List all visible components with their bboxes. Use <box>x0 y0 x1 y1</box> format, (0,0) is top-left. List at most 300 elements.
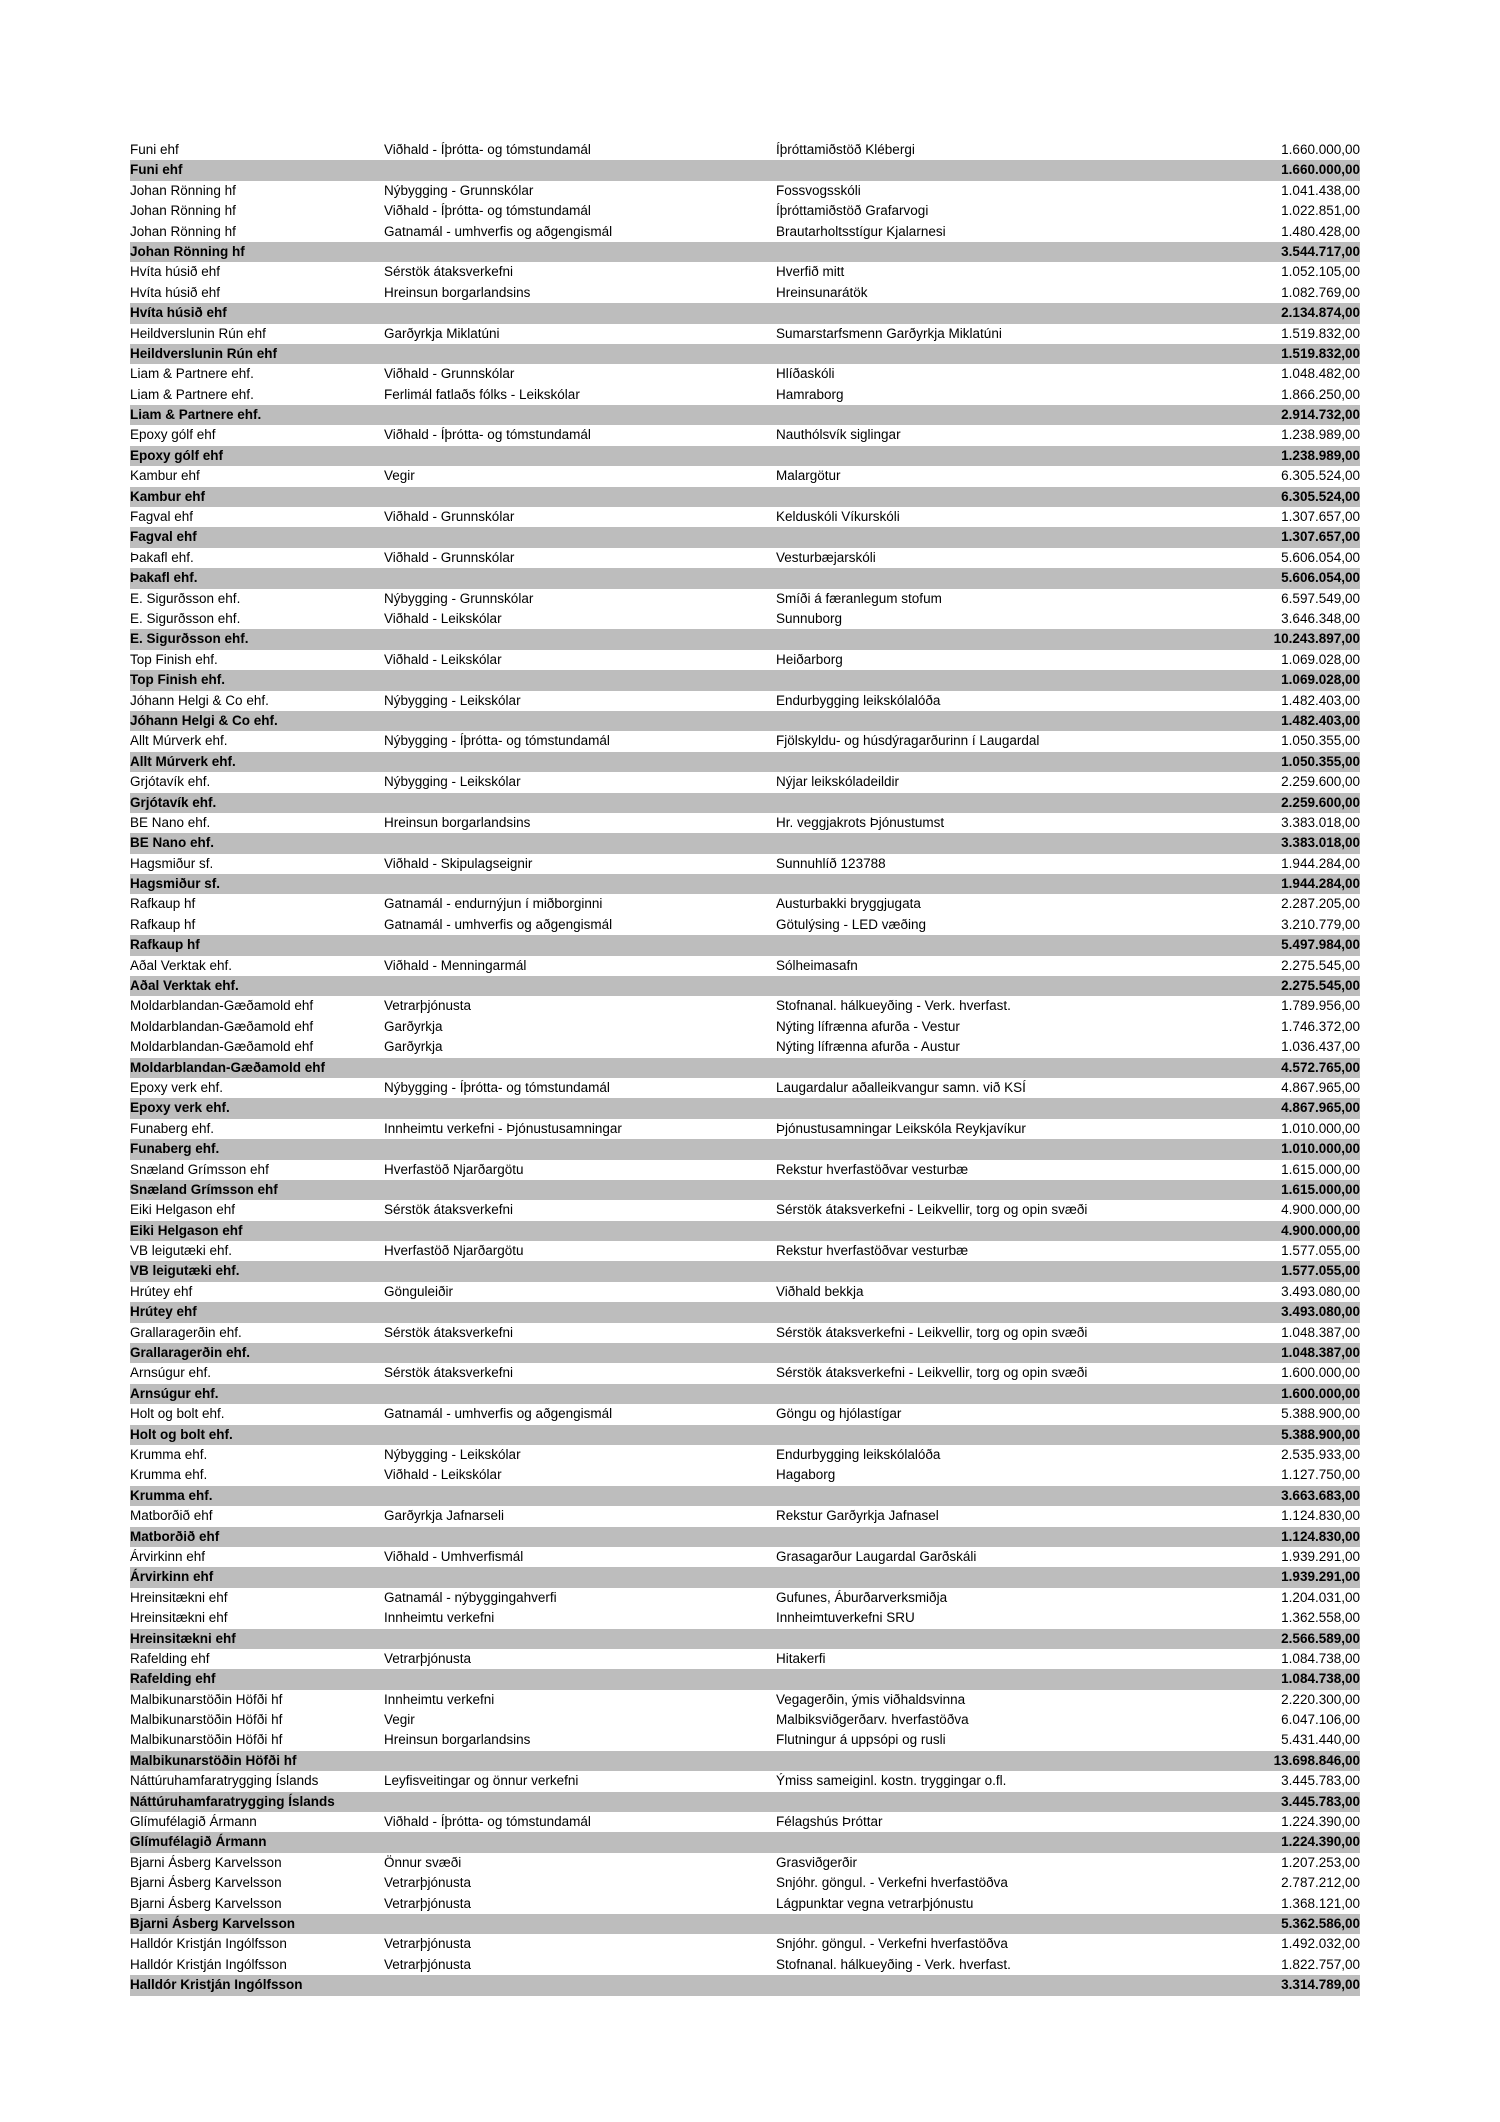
company-cell: Matborðið ehf <box>130 1528 220 1544</box>
company-cell: Hvíta húsið ehf <box>130 305 227 321</box>
company-cell: Eiki Helgason ehf <box>130 1202 236 1218</box>
amount-cell: 1.577.055,00 <box>1281 1243 1360 1259</box>
category-cell: Nýbygging - Íþrótta- og tómstundamál <box>384 733 610 749</box>
project-cell <box>776 1180 1246 1200</box>
table-row <box>130 1200 1360 1220</box>
company-cell: Heildverslunin Rún ehf <box>130 325 266 341</box>
category-cell: Nýbygging - Leikskólar <box>384 1447 521 1462</box>
company-cell: Rafkaup hf <box>130 896 196 912</box>
company-cell: Hvíta húsið ehf <box>130 284 221 300</box>
subtotal-row <box>130 1975 1360 1995</box>
category-cell: Vetrarþjónusta <box>384 1936 472 1952</box>
category-cell <box>384 1261 776 1281</box>
table-row <box>130 324 1360 344</box>
table-row <box>130 507 1360 527</box>
category-cell: Ferlimál fatlaðs fólks - Leikskólar <box>384 386 580 402</box>
category-cell: Sérstök átaksverkefni <box>384 1365 514 1381</box>
project-cell: Rekstur hverfastöðvar vesturbæ <box>776 1243 969 1259</box>
amount-cell: 1.600.000,00 <box>1281 1385 1360 1401</box>
subtotal-row <box>130 1914 1360 1934</box>
project-cell: Vesturbæjarskóli <box>776 549 876 565</box>
category-cell <box>384 1832 776 1852</box>
category-cell: Viðhald - Leikskólar <box>384 1467 502 1483</box>
amount-cell: 1.577.055,00 <box>1281 1263 1360 1279</box>
project-cell <box>776 976 1246 996</box>
project-cell <box>776 1058 1246 1078</box>
category-cell: Gatnamál - endurnýjun í miðborginni <box>384 896 603 912</box>
category-cell: Nýbygging - Grunnskólar <box>384 590 534 606</box>
amount-cell: 1.362.558,00 <box>1281 1610 1360 1626</box>
company-cell: Arnsúgur ehf. <box>130 1365 212 1381</box>
subtotal-row <box>130 1751 1360 1771</box>
project-cell: Snjóhr. göngul. - Verkefni hverfastöðva <box>776 1875 1008 1891</box>
subtotal-row <box>130 1425 1360 1445</box>
subtotal-row <box>130 405 1360 425</box>
category-cell: Hverfastöð Njarðargötu <box>384 1243 524 1259</box>
subtotal-row <box>130 752 1360 772</box>
category-cell <box>384 1669 776 1689</box>
subtotal-row <box>130 1486 1360 1506</box>
company-cell: Malbikunarstöðin Höfði hf <box>130 1732 283 1748</box>
amount-cell: 3.445.783,00 <box>1281 1793 1360 1809</box>
project-cell <box>776 1139 1246 1159</box>
category-cell: Sérstök átaksverkefni <box>384 1324 514 1340</box>
subtotal-row <box>130 1302 1360 1322</box>
table-row <box>130 1465 1360 1485</box>
amount-cell: 5.362.586,00 <box>1281 1915 1360 1931</box>
amount-cell: 3.383.018,00 <box>1281 835 1360 851</box>
company-cell: BE Nano ehf. <box>130 814 211 830</box>
amount-cell: 2.275.545,00 <box>1281 957 1360 973</box>
amount-cell: 1.482.403,00 <box>1281 712 1360 728</box>
project-cell <box>776 446 1246 466</box>
amount-cell: 3.210.779,00 <box>1281 916 1360 932</box>
company-cell: Snæland Grímsson ehf <box>130 1181 278 1197</box>
project-cell <box>776 344 1246 364</box>
company-cell: Epoxy verk ehf. <box>130 1100 230 1116</box>
amount-cell: 1.224.390,00 <box>1281 1814 1360 1830</box>
category-cell: Vetrarþjónusta <box>384 1956 472 1972</box>
table-row <box>130 466 1360 486</box>
project-cell: Hitakerfi <box>776 1650 826 1666</box>
amount-cell: 1.482.403,00 <box>1281 692 1360 708</box>
category-cell: Vegir <box>384 468 415 484</box>
category-cell <box>384 670 776 690</box>
category-cell <box>384 160 776 180</box>
subtotal-row <box>130 303 1360 323</box>
company-cell: Jóhann Helgi & Co ehf. <box>130 692 269 708</box>
amount-cell: 1.069.028,00 <box>1281 672 1360 688</box>
company-cell: Snæland Grímsson ehf <box>130 1161 269 1177</box>
company-cell: Rafelding ehf <box>130 1671 216 1687</box>
company-cell: E. Sigurðsson ehf. <box>130 590 241 606</box>
subtotal-row <box>130 1832 1360 1852</box>
company-cell: Allt Múrverk ehf. <box>130 753 236 769</box>
table-row <box>130 1282 1360 1302</box>
category-cell <box>384 1751 776 1771</box>
amount-cell: 4.572.765,00 <box>1281 1059 1360 1075</box>
project-cell: Sumarstarfsmenn Garðyrkja Miklatúni <box>776 325 1002 341</box>
subtotal-row <box>130 1343 1360 1363</box>
company-cell: Krumma ehf. <box>130 1467 208 1483</box>
company-cell: Allt Múrverk ehf. <box>130 733 228 749</box>
table-row <box>130 1119 1360 1139</box>
table-row <box>130 181 1360 201</box>
category-cell: Viðhald - Íþrótta- og tómstundamál <box>384 1814 591 1830</box>
project-cell: Götulýsing - LED væðing <box>776 916 927 932</box>
company-cell: Epoxy gólf ehf <box>130 447 224 463</box>
amount-cell: 1.944.284,00 <box>1281 876 1360 892</box>
company-cell: Þakafl ehf. <box>130 570 198 586</box>
category-cell <box>384 303 776 323</box>
company-cell: Glímufélagið Ármann <box>130 1814 257 1830</box>
category-cell <box>384 1384 776 1404</box>
subtotal-row <box>130 344 1360 364</box>
category-cell: Viðhald - Íþrótta- og tómstundamál <box>384 427 591 443</box>
category-cell: Vegir <box>384 1712 415 1728</box>
company-cell: Hagsmiður sf. <box>130 855 214 871</box>
amount-cell: 1.050.355,00 <box>1281 753 1360 769</box>
table-row <box>130 1078 1360 1098</box>
category-cell <box>384 1302 776 1322</box>
company-cell: Halldór Kristján Ingólfsson <box>130 1956 287 1972</box>
category-cell <box>384 1139 776 1159</box>
amount-cell: 5.431.440,00 <box>1281 1732 1360 1748</box>
company-cell: Top Finish ehf. <box>130 672 225 688</box>
subtotal-row <box>130 833 1360 853</box>
company-cell: Holt og bolt ehf. <box>130 1406 225 1422</box>
company-cell: Arnsúgur ehf. <box>130 1385 219 1401</box>
category-cell: Garðyrkja <box>384 1039 443 1055</box>
company-cell: E. Sigurðsson ehf. <box>130 610 241 626</box>
company-cell: Malbikunarstöðin Höfði hf <box>130 1691 283 1707</box>
category-cell: Innheimtu verkefni - Þjónustusamningar <box>384 1120 622 1136</box>
table-row <box>130 1160 1360 1180</box>
category-cell: Hreinsun borgarlandsins <box>384 284 531 300</box>
project-cell: Hr. veggjakrots Þjónustumst <box>776 814 945 830</box>
amount-cell: 5.606.054,00 <box>1281 570 1360 586</box>
project-cell <box>776 1914 1246 1934</box>
project-cell: Kelduskóli Víkurskóli <box>776 509 900 525</box>
amount-cell: 2.787.212,00 <box>1281 1875 1360 1891</box>
amount-cell: 1.048.387,00 <box>1281 1345 1360 1361</box>
project-cell <box>776 1629 1246 1649</box>
category-cell: Leyfisveitingar og önnur verkefni <box>384 1773 579 1789</box>
amount-cell: 1.084.738,00 <box>1281 1671 1360 1687</box>
company-cell: BE Nano ehf. <box>130 835 215 851</box>
amount-cell: 1.124.830,00 <box>1281 1528 1360 1544</box>
company-cell: Moldarblandan-Gæðamold ehf <box>130 1059 326 1075</box>
category-cell <box>384 1425 776 1445</box>
category-cell: Sérstök átaksverkefni <box>384 264 514 280</box>
project-cell <box>776 1098 1246 1118</box>
project-cell <box>776 1384 1246 1404</box>
company-cell: Hreinsitækni ehf <box>130 1630 236 1646</box>
amount-cell: 1.050.355,00 <box>1281 733 1360 749</box>
category-cell: Viðhald - Umhverfismál <box>384 1548 524 1564</box>
category-cell: Innheimtu verkefni <box>384 1610 495 1626</box>
table-row <box>130 1955 1360 1975</box>
subtotal-row <box>130 1221 1360 1241</box>
project-cell: Nauthólsvík siglingar <box>776 427 901 443</box>
amount-cell: 4.867.965,00 <box>1281 1079 1360 1095</box>
table-row <box>130 813 1360 833</box>
amount-cell: 1.010.000,00 <box>1281 1120 1360 1136</box>
table-row <box>130 731 1360 751</box>
amount-cell: 2.287.205,00 <box>1281 896 1360 912</box>
amount-cell: 1.866.250,00 <box>1281 386 1360 402</box>
project-cell: Grasviðgerðir <box>776 1854 858 1870</box>
company-cell: Bjarni Ásberg Karvelsson <box>130 1895 282 1911</box>
subtotal-row <box>130 568 1360 588</box>
subtotal-row <box>130 1261 1360 1281</box>
category-cell: Nýbygging - Leikskólar <box>384 774 521 790</box>
amount-cell: 1.939.291,00 <box>1281 1569 1360 1585</box>
project-cell <box>776 487 1246 507</box>
category-cell <box>384 344 776 364</box>
company-cell: Hrútey ehf <box>130 1283 193 1299</box>
subtotal-row <box>130 1384 1360 1404</box>
project-cell: Smíði á færanlegum stofum <box>776 590 942 606</box>
amount-cell: 1.519.832,00 <box>1281 325 1360 341</box>
amount-cell: 1.052.105,00 <box>1281 264 1360 280</box>
table-row <box>130 650 1360 670</box>
company-cell: Epoxy verk ehf. <box>130 1079 224 1095</box>
company-cell: Árvirkinn ehf <box>130 1569 214 1585</box>
category-cell: Gönguleiðir <box>384 1283 454 1299</box>
amount-cell: 1.307.657,00 <box>1281 529 1360 545</box>
category-cell <box>384 242 776 262</box>
company-cell: Árvirkinn ehf <box>130 1548 206 1564</box>
category-cell <box>384 405 776 425</box>
subtotal-row <box>130 1058 1360 1078</box>
project-cell: Hreinsunarátök <box>776 284 868 300</box>
subtotal-row <box>130 629 1360 649</box>
project-cell: Íþróttamiðstöð Grafarvogi <box>776 203 929 219</box>
amount-cell: 2.220.300,00 <box>1281 1691 1360 1707</box>
project-cell <box>776 1975 1246 1995</box>
amount-cell: 2.914.732,00 <box>1281 407 1360 423</box>
category-cell: Viðhald - Leikskólar <box>384 610 502 626</box>
category-cell <box>384 1527 776 1547</box>
project-cell: Endurbygging leikskólalóða <box>776 692 941 708</box>
project-cell: Viðhald bekkja <box>776 1283 864 1299</box>
project-cell: Hlíðaskóli <box>776 366 835 382</box>
table-row <box>130 1241 1360 1261</box>
project-cell: Ýmiss sameiginl. kostn. tryggingar o.fl. <box>776 1773 1007 1789</box>
amount-cell: 2.259.600,00 <box>1281 794 1360 810</box>
amount-cell: 1.492.032,00 <box>1281 1936 1360 1952</box>
amount-cell: 1.022.851,00 <box>1281 203 1360 219</box>
category-cell: Viðhald - Grunnskólar <box>384 549 515 565</box>
project-cell <box>776 1343 1246 1363</box>
project-cell: Brautarholtsstígur Kjalarnesi <box>776 223 946 239</box>
amount-cell: 1.207.253,00 <box>1281 1854 1360 1870</box>
amount-cell: 1.127.750,00 <box>1281 1467 1360 1483</box>
project-cell: Nýting lífrænna afurða - Vestur <box>776 1018 960 1034</box>
subtotal-row <box>130 793 1360 813</box>
company-cell: Moldarblandan-Gæðamold ehf <box>130 1018 314 1034</box>
company-cell: Aðal Verktak ehf. <box>130 957 233 973</box>
table-row <box>130 1730 1360 1750</box>
project-cell <box>776 1669 1246 1689</box>
category-cell: Viðhald - Leikskólar <box>384 651 502 667</box>
company-cell: Náttúruhamfaratrygging Íslands <box>130 1793 335 1809</box>
category-cell <box>384 935 776 955</box>
subtotal-row <box>130 446 1360 466</box>
table-row <box>130 894 1360 914</box>
company-cell: Funi ehf <box>130 142 179 157</box>
company-cell: Hreinsitækni ehf <box>130 1610 228 1626</box>
amount-cell: 1.939.291,00 <box>1281 1548 1360 1564</box>
category-cell: Garðyrkja <box>384 1018 443 1034</box>
project-cell: Gufunes, Áburðarverksmiðja <box>776 1589 948 1605</box>
company-cell: Bjarni Ásberg Karvelsson <box>130 1915 296 1931</box>
amount-cell: 1.041.438,00 <box>1281 182 1360 198</box>
category-cell: Sérstök átaksverkefni <box>384 1202 514 1218</box>
table-row <box>130 1934 1360 1954</box>
company-cell: Fagval ehf <box>130 529 197 545</box>
project-cell <box>776 1527 1246 1547</box>
amount-cell: 5.388.900,00 <box>1281 1406 1360 1422</box>
table-row <box>130 1363 1360 1383</box>
company-cell: Bjarni Ásberg Karvelsson <box>130 1875 282 1891</box>
project-cell: Austurbakki bryggjugata <box>776 896 921 912</box>
category-cell <box>384 1180 776 1200</box>
table-row <box>130 915 1360 935</box>
company-cell: Glímufélagið Ármann <box>130 1834 267 1850</box>
table-row <box>130 956 1360 976</box>
subtotal-row <box>130 711 1360 731</box>
table-row <box>130 283 1360 303</box>
table-row <box>130 609 1360 629</box>
table-row <box>130 691 1360 711</box>
company-cell: Johan Rönning hf <box>130 243 245 259</box>
subtotal-row <box>130 1792 1360 1812</box>
project-cell <box>776 1751 1246 1771</box>
subtotal-row <box>130 670 1360 690</box>
category-cell <box>384 527 776 547</box>
company-cell: Hvíta húsið ehf <box>130 264 221 280</box>
table-row <box>130 1690 1360 1710</box>
category-cell: Hverfastöð Njarðargötu <box>384 1161 524 1177</box>
company-cell: Epoxy gólf ehf <box>130 427 216 443</box>
company-cell: Krumma ehf. <box>130 1447 208 1462</box>
category-cell: Vetrarþjónusta <box>384 998 472 1014</box>
amount-cell: 6.305.524,00 <box>1281 468 1360 484</box>
project-cell: Fjölskyldu- og húsdýragarðurinn í Laugardal <box>776 733 1040 749</box>
company-cell: Bjarni Ásberg Karvelsson <box>130 1854 282 1870</box>
amount-cell: 13.698.846,00 <box>1273 1752 1360 1768</box>
company-cell: Liam & Partnere ehf. <box>130 386 254 402</box>
category-cell: Nýbygging - Íþrótta- og tómstundamál <box>384 1079 610 1095</box>
project-cell <box>776 1567 1246 1587</box>
project-cell: Rekstur Garðyrkja Jafnasel <box>776 1508 939 1524</box>
subtotal-row <box>130 1527 1360 1547</box>
project-cell <box>776 1302 1246 1322</box>
amount-cell: 3.383.018,00 <box>1281 814 1360 830</box>
project-cell <box>776 935 1246 955</box>
category-cell: Vetrarþjónusta <box>384 1875 472 1891</box>
project-cell: Nýting lífrænna afurða - Austur <box>776 1039 960 1055</box>
project-cell: Fossvogsskóli <box>776 182 861 198</box>
project-cell: Rekstur hverfastöðvar vesturbæ <box>776 1161 969 1177</box>
amount-cell: 1.519.832,00 <box>1281 345 1360 361</box>
company-cell: Eiki Helgason ehf <box>130 1222 243 1238</box>
category-cell: Hreinsun borgarlandsins <box>384 1732 531 1748</box>
category-cell: Nýbygging - Leikskólar <box>384 692 521 708</box>
company-cell: Malbikunarstöðin Höfði hf <box>130 1712 283 1728</box>
amount-cell: 1.036.437,00 <box>1281 1039 1360 1055</box>
table-row <box>130 1445 1360 1465</box>
category-cell <box>384 1058 776 1078</box>
amount-cell: 3.663.683,00 <box>1281 1487 1360 1503</box>
company-cell: Johan Rönning hf <box>130 203 236 219</box>
amount-cell: 2.275.545,00 <box>1281 978 1360 994</box>
amount-cell: 2.535.933,00 <box>1281 1447 1360 1462</box>
amount-cell: 1.660.000,00 <box>1281 162 1360 178</box>
amount-cell: 5.606.054,00 <box>1281 549 1360 565</box>
amount-cell: 1.224.390,00 <box>1281 1834 1360 1850</box>
project-cell: Stofnanal. hálkueyðing - Verk. hverfast. <box>776 998 1011 1014</box>
category-cell: Garðyrkja Jafnarseli <box>384 1508 505 1524</box>
project-cell: Snjóhr. göngul. - Verkefni hverfastöðva <box>776 1936 1008 1952</box>
subtotal-row <box>130 527 1360 547</box>
subtotal-row <box>130 1629 1360 1649</box>
company-cell: Moldarblandan-Gæðamold ehf <box>130 998 314 1014</box>
project-cell: Sólheimasafn <box>776 957 858 973</box>
project-cell <box>776 527 1246 547</box>
company-cell: Rafkaup hf <box>130 916 196 932</box>
table-row <box>130 1404 1360 1424</box>
table-row <box>130 1771 1360 1791</box>
company-cell: Hreinsitækni ehf <box>130 1589 228 1605</box>
subtotal-row <box>130 1567 1360 1587</box>
amount-cell: 1.010.000,00 <box>1281 1141 1360 1157</box>
amount-cell: 1.789.956,00 <box>1281 998 1360 1014</box>
amount-cell: 1.600.000,00 <box>1281 1365 1360 1381</box>
subtotal-row <box>130 160 1360 180</box>
category-cell: Viðhald - Menningarmál <box>384 957 527 973</box>
category-cell <box>384 446 776 466</box>
project-cell: Sérstök átaksverkefni - Leikvellir, torg og opin svæði <box>776 1202 1088 1218</box>
amount-cell: 3.646.348,00 <box>1281 610 1360 626</box>
amount-cell: 1.204.031,00 <box>1281 1589 1360 1605</box>
amount-cell: 6.597.549,00 <box>1281 590 1360 606</box>
company-cell: VB leigutæki ehf. <box>130 1243 233 1259</box>
amount-cell: 1.660.000,00 <box>1281 142 1360 157</box>
table-row <box>130 1873 1360 1893</box>
table-row <box>130 1649 1360 1669</box>
amount-cell: 1.944.284,00 <box>1281 855 1360 871</box>
category-cell: Hreinsun borgarlandsins <box>384 814 531 830</box>
category-cell: Viðhald - Grunnskólar <box>384 509 515 525</box>
amount-cell: 1.746.372,00 <box>1281 1018 1360 1034</box>
project-cell: Hamraborg <box>776 386 844 402</box>
company-cell: Johan Rönning hf <box>130 223 236 239</box>
category-cell: Vetrarþjónusta <box>384 1895 472 1911</box>
company-cell: E. Sigurðsson ehf. <box>130 631 249 647</box>
company-cell: Liam & Partnere ehf. <box>130 366 254 382</box>
category-cell: Viðhald - Íþrótta- og tómstundamál <box>384 142 591 157</box>
amount-cell: 4.900.000,00 <box>1281 1202 1360 1218</box>
company-cell: Halldór Kristján Ingólfsson <box>130 1936 287 1952</box>
project-cell <box>776 1832 1246 1852</box>
project-cell: Þjónustusamningar Leikskóla Reykjavíkur <box>776 1120 1026 1136</box>
category-cell <box>384 833 776 853</box>
project-cell: Laugardalur aðalleikvangur samn. við KSÍ <box>776 1079 1026 1095</box>
company-cell: Halldór Kristján Ingólfsson <box>130 1977 303 1993</box>
